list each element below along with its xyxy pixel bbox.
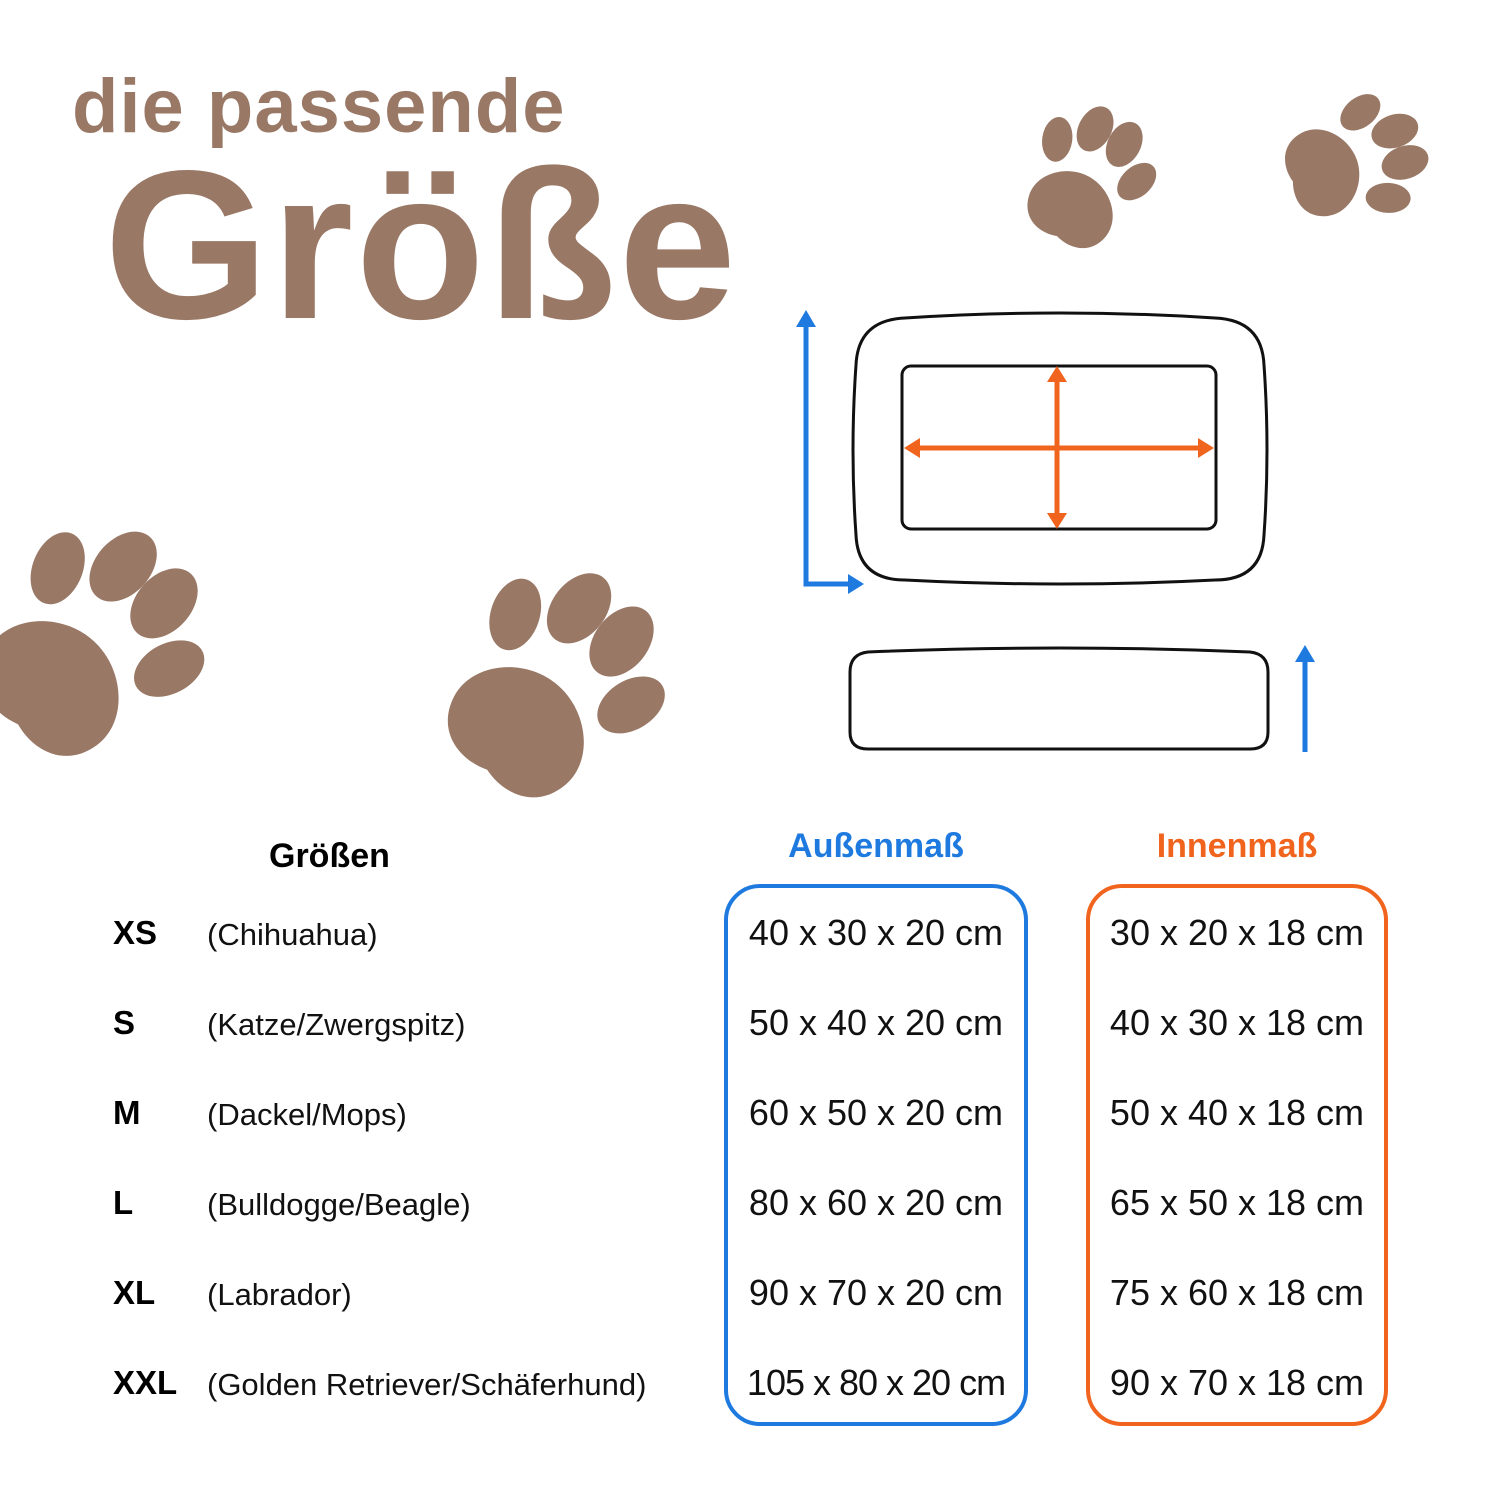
breed-label: (Dackel/Mops) bbox=[207, 1097, 407, 1132]
outer-dimensions-header: Außenmaß bbox=[788, 827, 964, 865]
outer-dimension-value: 50 x 40 x 20 cm bbox=[748, 1002, 1004, 1043]
breed-label: (Labrador) bbox=[207, 1277, 352, 1312]
orange-dimension-arrow-icon bbox=[904, 366, 1214, 529]
breed-label: (Katze/Zwergspitz) bbox=[207, 1007, 466, 1042]
size-code: XXL bbox=[113, 1364, 178, 1401]
table-row bbox=[0, 1183, 1500, 1273]
inner-dimensions-header: Innenmaß bbox=[1156, 827, 1318, 865]
breed-label: (Bulldogge/Beagle) bbox=[207, 1187, 471, 1222]
inner-dimension-value: 40 x 30 x 18 cm bbox=[1109, 1002, 1365, 1043]
table-row bbox=[0, 913, 1500, 1003]
size-code: XL bbox=[113, 1274, 156, 1311]
bed-side-view-outline bbox=[850, 648, 1268, 749]
table-row bbox=[0, 1273, 1500, 1363]
table-row bbox=[0, 1093, 1500, 1183]
sizes-column-header: Größen bbox=[269, 837, 390, 875]
breed-label: (Golden Retriever/Schäferhund) bbox=[207, 1367, 647, 1402]
inner-dimension-value: 65 x 50 x 18 cm bbox=[1109, 1182, 1365, 1223]
outer-dimension-value: 90 x 70 x 20 cm bbox=[748, 1272, 1004, 1313]
title-line-2: Größe bbox=[104, 126, 739, 363]
size-code: S bbox=[113, 1004, 136, 1041]
size-code: L bbox=[113, 1184, 134, 1221]
breed-label: (Chihuahua) bbox=[207, 917, 378, 952]
outer-dimension-value: 105 x 80 x 20 cm bbox=[746, 1362, 1006, 1403]
inner-dimension-value: 30 x 20 x 18 cm bbox=[1109, 912, 1365, 953]
outer-dimension-value: 80 x 60 x 20 cm bbox=[748, 1182, 1004, 1223]
table-row bbox=[0, 1363, 1500, 1453]
inner-dimension-value: 75 x 60 x 18 cm bbox=[1109, 1272, 1365, 1313]
table-row bbox=[0, 1003, 1500, 1093]
outer-dimension-value: 40 x 30 x 20 cm bbox=[748, 912, 1004, 953]
inner-dimension-value: 90 x 70 x 18 cm bbox=[1109, 1362, 1365, 1403]
size-code: XS bbox=[113, 914, 158, 951]
size-code: M bbox=[113, 1094, 141, 1131]
outer-dimension-value: 60 x 50 x 20 cm bbox=[748, 1092, 1004, 1133]
inner-dimension-value: 50 x 40 x 18 cm bbox=[1109, 1092, 1365, 1133]
title-line-1: die passende bbox=[72, 64, 566, 149]
blue-height-arrow-icon bbox=[1295, 645, 1315, 752]
